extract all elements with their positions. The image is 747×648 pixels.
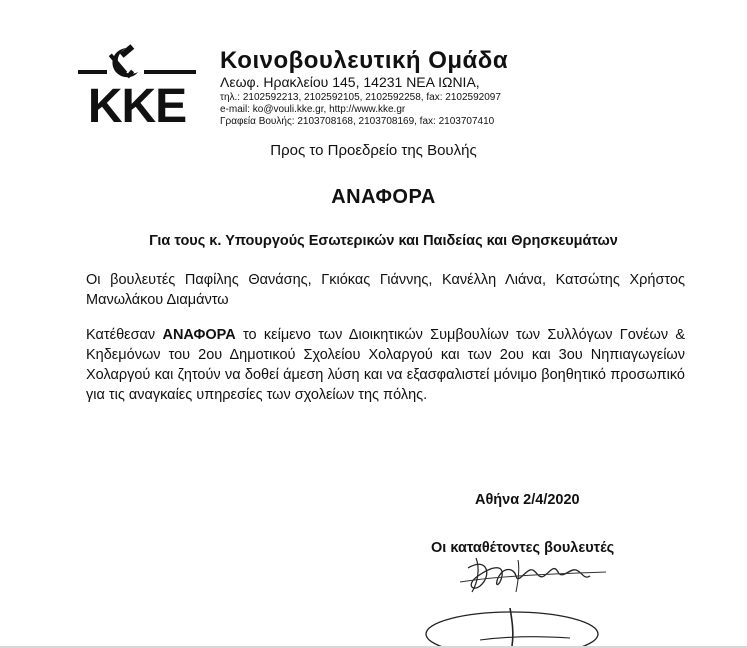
organization-phones: τηλ.: 2102592213, 2102592105, 2102592258, fax: 2102592097	[220, 92, 501, 103]
kke-logo	[78, 42, 196, 124]
organization-name: Κοινοβουλευτική Ομάδα	[220, 47, 509, 74]
date-line: Αθήνα 2/4/2020	[475, 492, 580, 508]
addressee: Προς το Προεδρείο της Βουλής	[270, 142, 477, 159]
signatories-label: Οι καταθέτοντες βουλευτές	[431, 540, 615, 556]
logo-text: KKE	[87, 80, 187, 124]
document-title: ΑΝΑΦΟΡΑ	[331, 186, 436, 208]
paragraph-mps: Οι βουλευτές Παφίλης Θανάσης, Γκιόκας Γιάννης, Κανέλλη Λιάνα, Κατσώτης Χρήστος Μανωλάκου Διαμάντω	[86, 272, 685, 308]
organization-contact: e-mail: ko@vouli.kke.gr, http://www.kke.gr	[220, 104, 406, 115]
paragraph-report-lead: Κατέθεσαν	[86, 327, 156, 343]
signature-image-second	[420, 600, 610, 648]
signature-image	[458, 546, 608, 596]
paragraph-report-bold: ΑΝΑΦΟΡΑ	[162, 327, 236, 343]
hammer-sickle-icon	[78, 42, 196, 124]
letterhead	[220, 47, 740, 128]
document-subject: Για τους κ. Υπουργούς Εσωτερικών και Παιδείας και Θρησκευμάτων	[149, 233, 618, 249]
paragraph-report-rest: το κείμενο των Διοικητικών Συμβουλίων των Συλλόγων Γονέων & Κηδεμόνων του 2ου Δημοτικού Σχολείου Χολαργού και των 2ου και 3ου Νηπιαγωγείων Χολαργού και ζητούν να δοθεί άμεση λύση και να εξασφαλιστεί μόνιμο βοηθητικό προσωπικό για τις αναγκαίες υπηρεσίες των σχολείων της πόλης.	[86, 327, 686, 403]
organization-address: Λεωφ. Ηρακλείου 145, 14231 ΝΕΑ ΙΩΝΙΑ,	[220, 74, 480, 90]
organization-parliament-offices: Γραφεία Βουλής: 2103708168, 2103708169, fax: 2103707410	[220, 116, 495, 127]
paragraph-report	[86, 325, 685, 405]
